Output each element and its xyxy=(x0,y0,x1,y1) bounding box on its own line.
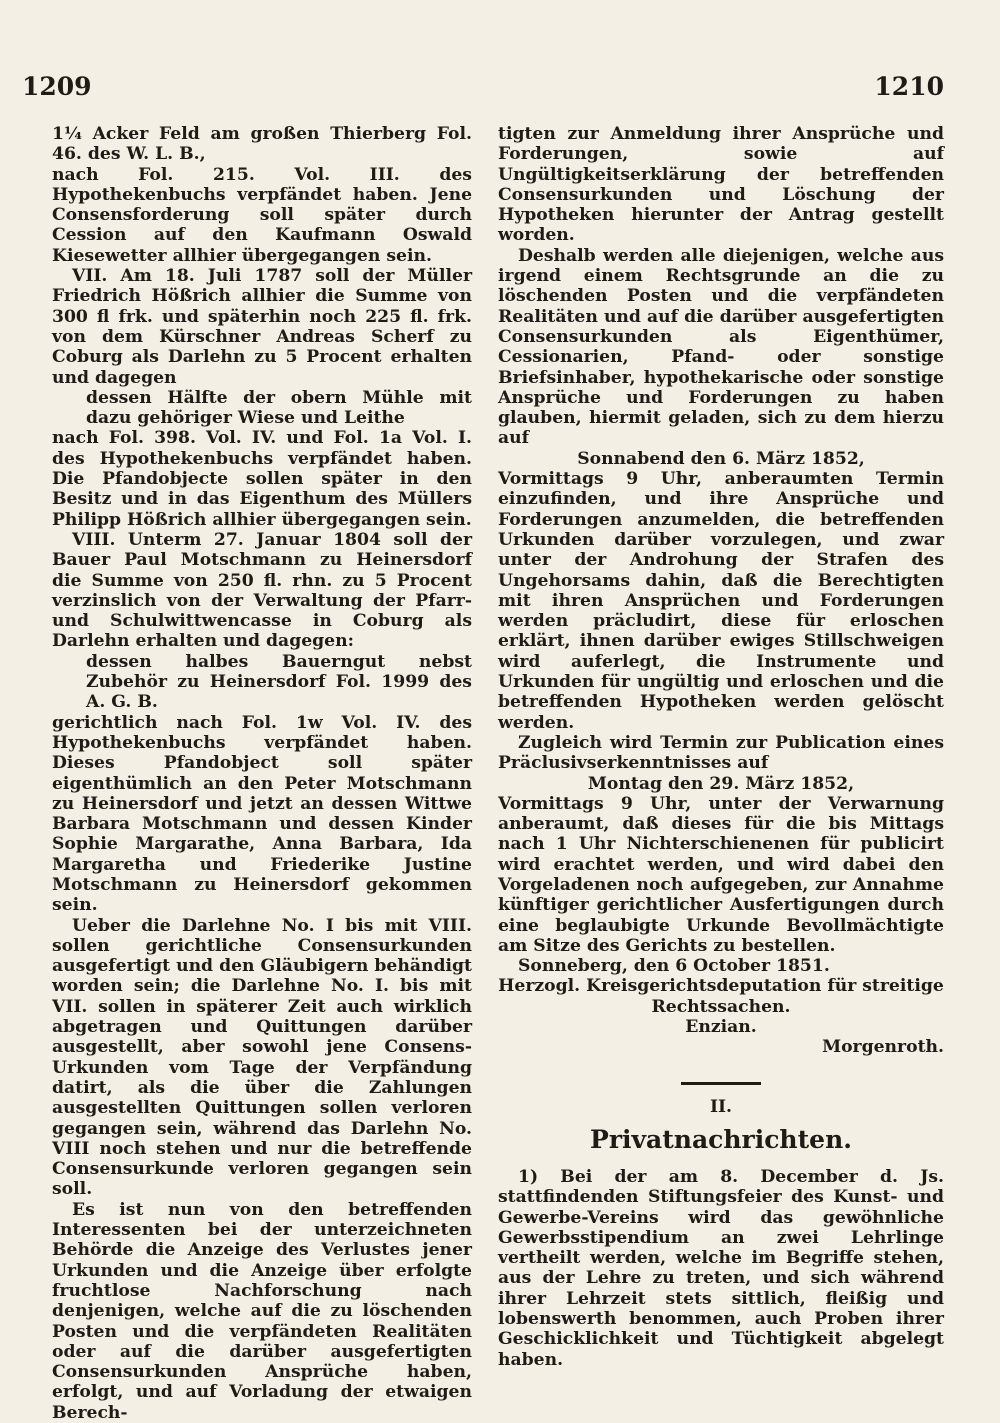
section-paragraphs xyxy=(498,1167,944,1370)
paragraph: 1¼ Acker Feld am großen Thierberg Fol. 46. des W. L. B., xyxy=(52,124,472,165)
paragraph: 1) Bei der am 8. December d. Js. stattfindenden Stiftungsfeier des Kunst- und Gewerbe-Vereins wird das gewöhnliche Gewerbsstipendium an zwei Lehrlinge vertheilt werden, welche im Begriffe stehen, aus der Lehre zu treten, und sich während ihrer Lehrzeit stets sittlich, fleißig und lobenswerth benommen, auch Proben ihrer Geschicklichkeit und Tüchtigkeit abgelegt haben. xyxy=(498,1166,944,1370)
paragraph: Es ist nun von den betreffenden Interessenten bei der unterzeichneten Behörde die Anzeige des Verlustes jener Urkunden und die Anzeige über erfolgte fruchtlose Nachforschung nach denjenigen, welche auf die zu löschenden Posten und die verpfändeten Realitäten oder auf die darüber ausgefertigten Consensurkunden Ansprüche haben, erfolgt, und auf Vorladung der etwaigen Berech- xyxy=(52,1199,472,1423)
paragraph: Enzian. xyxy=(685,1017,757,1038)
section-number: II. xyxy=(709,1096,733,1117)
paragraph: VIII. Unterm 27. Januar 1804 soll der Bauer Paul Motschmann zu Heinersdorf die Summe von 250 fl. rhn. zu 5 Procent verzinslich von der Verwaltung der Pfarr- und Schulwittwencasse in Coburg als Darlehn erhalten und dagegen: xyxy=(52,529,472,652)
right-column-paragraphs xyxy=(498,124,944,1058)
paragraph: Vormittags 9 Uhr, unter der Verwarnung anberaumt, daß dieses für die bis Mittags nach 1 Uhr Nichterschienenen für publicirt wird erachtet werden, und wird dabei den Vorgeladenen noch aufgegeben, zur Annahme künftiger gerichtlicher Ausfertigungen durch eine beglaubigte Urkunde Bevollmächtigte am Sitze des Gerichts zu bestellen. xyxy=(498,793,944,956)
paragraph: Sonneberg, den 6 October 1851. xyxy=(518,956,830,977)
paragraph: Ueber die Darlehne No. I bis mit VIII. sollen gerichtliche Consensurkunden ausgefertigt und den Gläubigern behändigt worden sein; die Darlehne No. I. bis mit VII. sollen in späterer Zeit auch wirklich abgetragen und Quittungen darüber ausgestellt, aber sowohl jene Consens-Urkunden vom Tage der Verpfändung datirt, als die über die Zahlungen ausgestellten Quittungen sollen verloren gegangen sein, während das Darlehn No. VIII noch stehen und nur die betreffende Consensurkunde verloren gegangen sein soll. xyxy=(52,915,472,1200)
paragraph: Deshalb werden alle diejenigen, welche aus irgend einem Rechtsgrunde an die zu löschenden Posten und die verpfändeten Realitäten und auf die darüber ausgefertigten Consensurkunden als Eigenthümer, Cessionarien, Pfand- oder sonstige Briefsinhaber, hypothekarische oder sonstige Ansprüche und Forderungen zu haben glauben, hiermit geladen, sich zu dem hierzu auf xyxy=(498,245,944,449)
section-divider xyxy=(681,1082,761,1085)
paragraph: gerichtlich nach Fol. 1w Vol. IV. des Hypothekenbuchs verpfändet haben. Dieses Pfandobject soll später eigenthümlich an den Peter Motschmann zu Heinersdorf und jetzt an dessen Wittwe Barbara Motschmann und dessen Kinder Sophie Margarathe, Anna Barbara, Ida Margaretha und Friederike Justine Motschmann zu Heinersdorf gekommen sein. xyxy=(52,712,472,916)
page-number-left: 1209 xyxy=(22,72,92,101)
paragraph: dessen halbes Bauerngut nebst Zubehör zu Heinersdorf Fol. 1999 des A. G. B. xyxy=(86,651,472,713)
left-column xyxy=(52,124,472,1423)
section-title: Privatnachrichten. xyxy=(590,1124,852,1154)
paragraph: Morgenroth. xyxy=(822,1037,944,1058)
paragraph: VII. Am 18. Juli 1787 soll der Müller Friedrich Hößrich allhier die Summe von 300 fl frk. und späterhin noch 225 fl. frk. von dem Kürschner Andreas Scherf zu Coburg als Darlehn zu 5 Procent erhalten und dagegen xyxy=(52,266,472,388)
paragraph: nach Fol. 398. Vol. IV. und Fol. 1a Vol. I. des Hypothekenbuchs verpfändet haben. Die Pfandobjecte sollen später in den Besitz und in das Eigenthum des Müllers Philipp Hößrich allhier übergegangen sein. xyxy=(52,428,472,530)
right-column xyxy=(498,124,944,1370)
paragraph: Zugleich wird Termin zur Publication eines Präclusivserkenntnisses auf xyxy=(498,732,944,774)
paragraph: Vormittags 9 Uhr, anberaumten Termin einzufinden, und ihre Ansprüche und Forderungen anzumelden, die betreffenden Urkunden darüber vorzulegen, und zwar unter der Androhung der Strafen des Ungehorsams dahin, daß die Berechtigten mit ihren Ansprüchen und Forderungen werden präcludirt, diese für erloschen erklärt, ihnen darüber ewiges Stillschweigen wird auferlegt, die Instrumente und Urkunden für ungültig und erloschen und die betreffenden Hypotheken werden gelöscht werden. xyxy=(498,469,944,733)
page-number-right: 1210 xyxy=(874,72,944,101)
paragraph: nach Fol. 215. Vol. III. des Hypothekenbuchs verpfändet haben. Jene Consensforderung soll später durch Cession auf den Kaufmann Oswald Kiesewetter allhier übergegangen sein. xyxy=(52,164,472,266)
paragraph: Montag den 29. März 1852, xyxy=(587,773,855,794)
paragraph: Sonnabend den 6. März 1852, xyxy=(577,448,865,469)
paragraph: tigten zur Anmeldung ihrer Ansprüche und Forderungen, sowie auf Ungültigkeitserklärung der betreffenden Consensurkunden und Löschung der Hypotheken hierunter der Antrag gestellt worden. xyxy=(498,124,944,246)
paragraph: dessen Hälfte der obern Mühle mit dazu gehöriger Wiese und Leithe xyxy=(86,387,472,429)
paragraph: Herzogl. Kreisgerichtsdeputation für streitige Rechtssachen. xyxy=(498,976,944,1017)
